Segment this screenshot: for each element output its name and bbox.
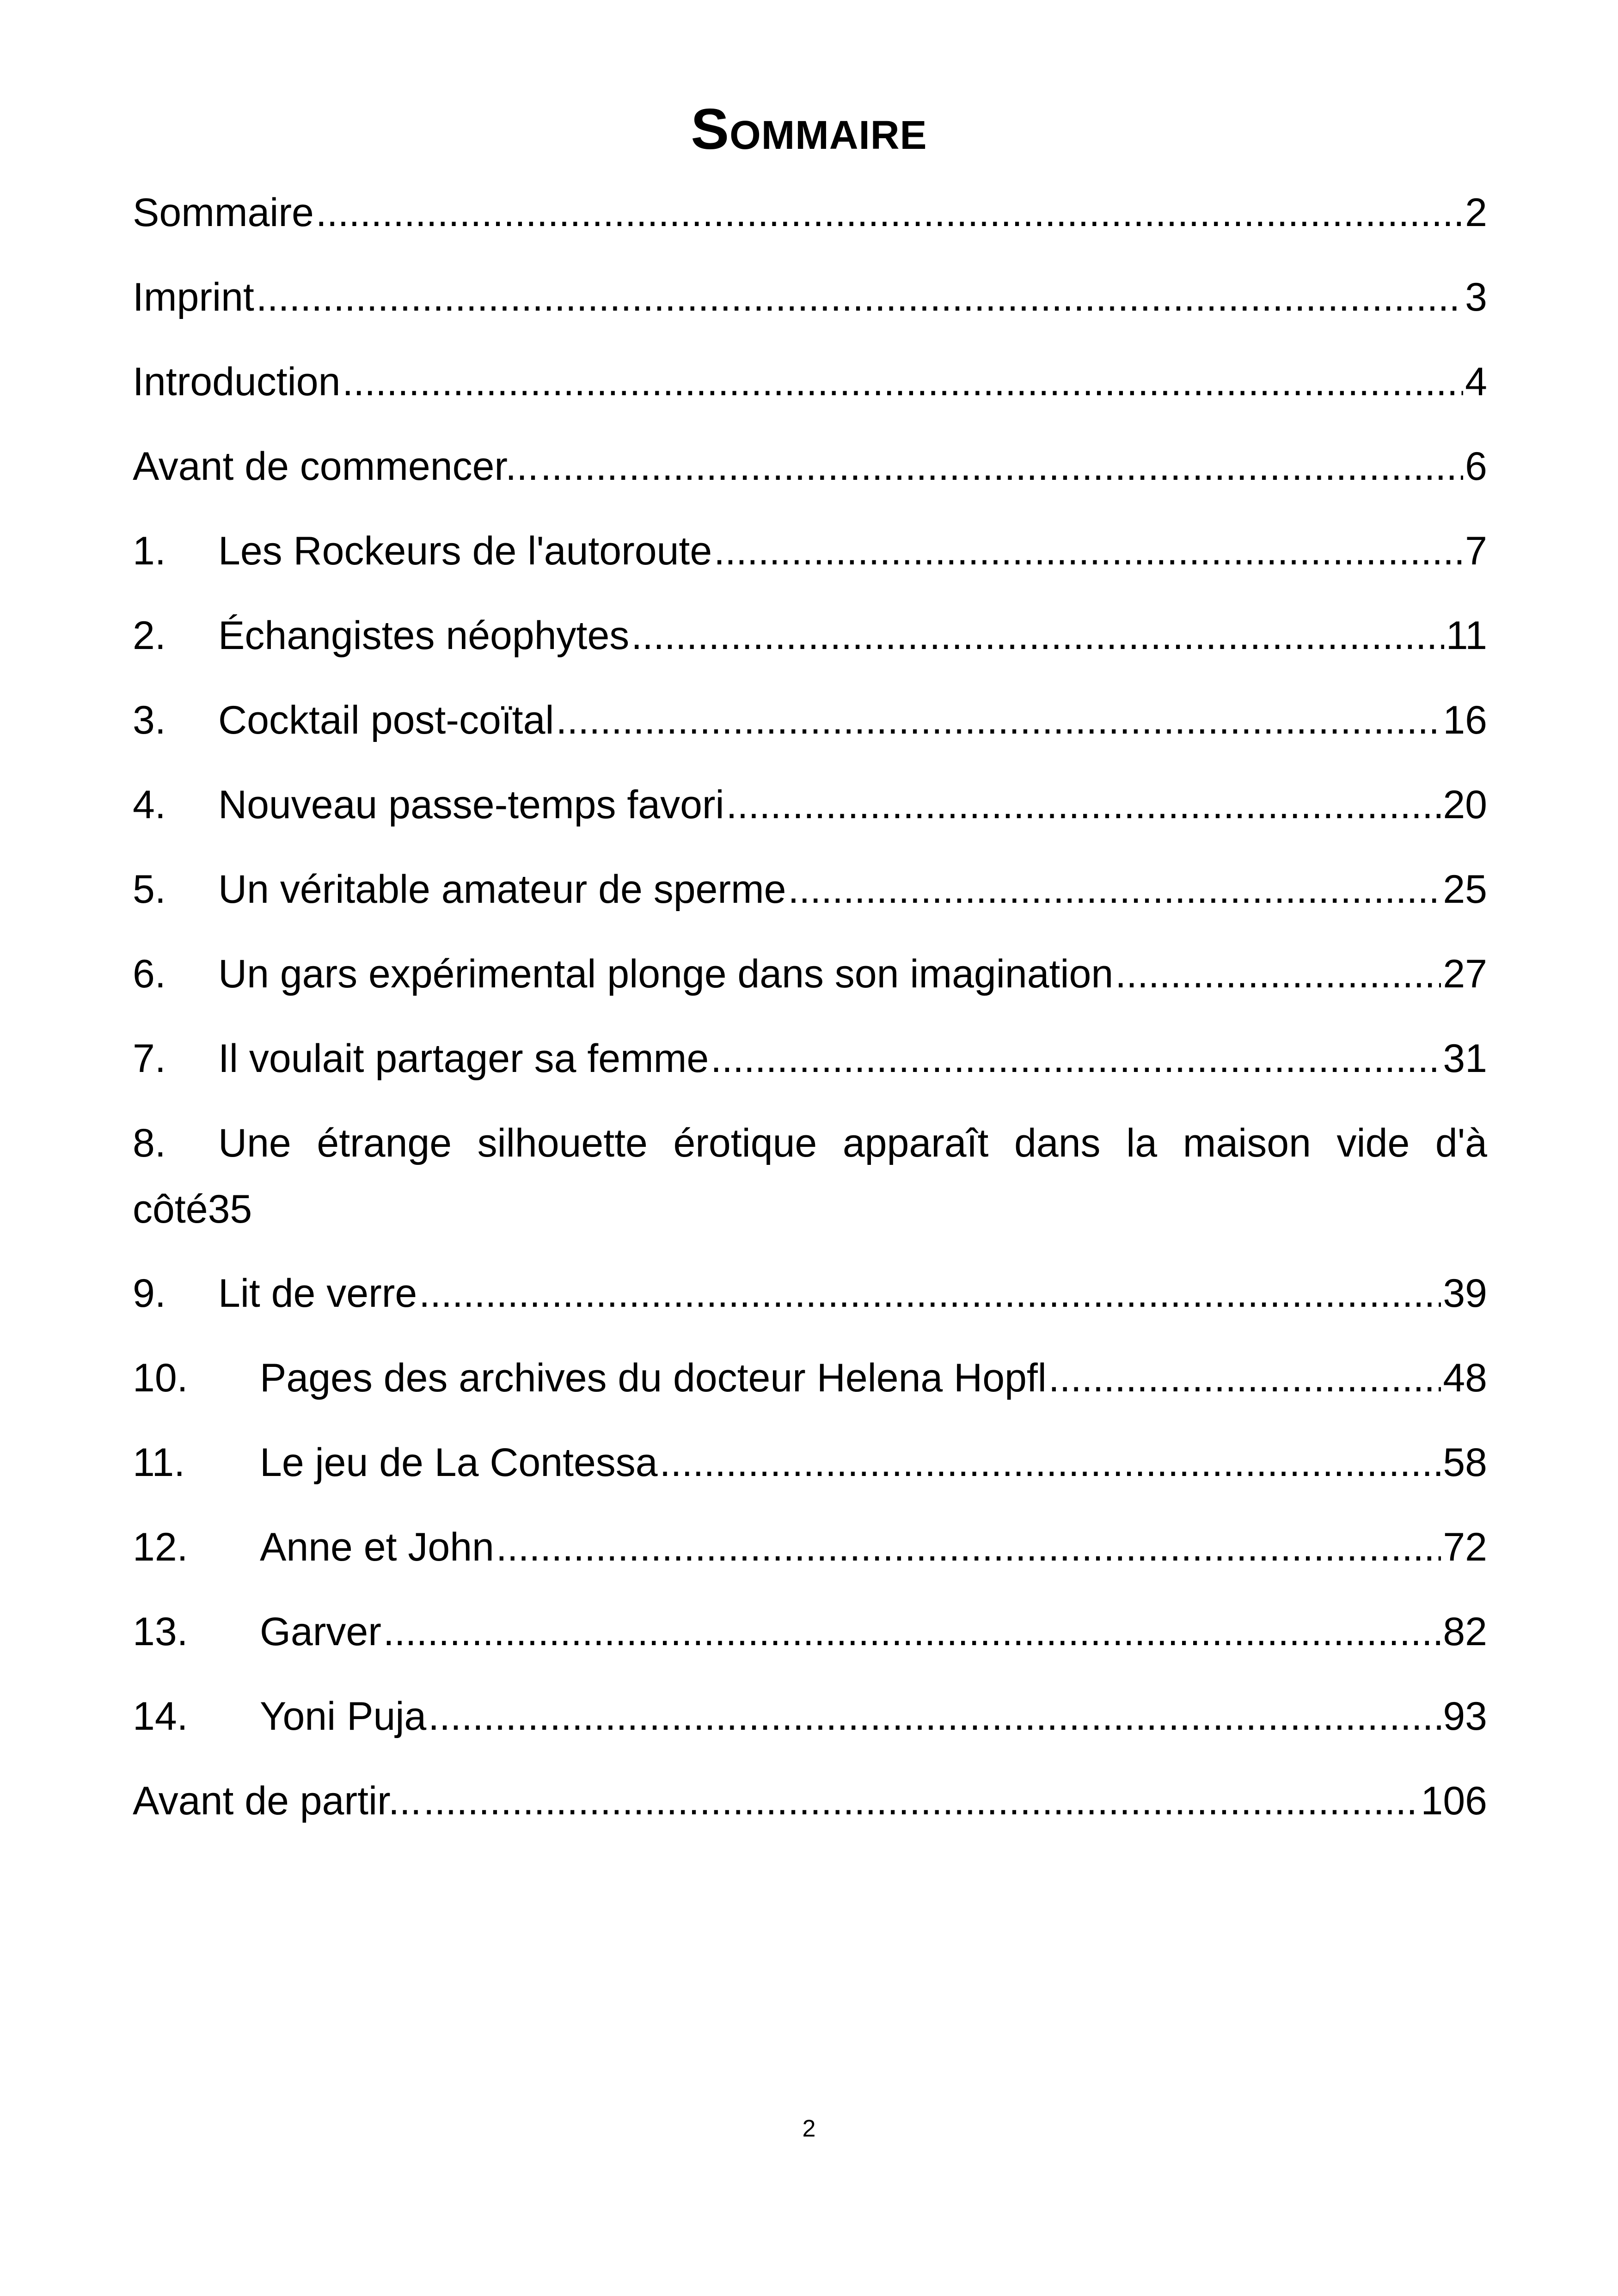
toc-leader-dots — [714, 523, 1463, 579]
toc-entry-page: 58 — [1443, 1440, 1487, 1485]
toc-entry-chapter-2[interactable] — [133, 608, 1487, 692]
toc-entry-page: 31 — [1443, 1036, 1487, 1081]
toc-entry-title: Avant de commencer... — [133, 444, 539, 489]
table-of-contents — [133, 185, 1487, 1858]
toc-entry-chapter-1[interactable] — [133, 523, 1487, 608]
toc-entry-title: Échangistes néophytes — [218, 613, 630, 658]
toc-entry-title: Le jeu de La Contessa — [260, 1440, 658, 1485]
toc-leader-dots — [428, 1689, 1441, 1744]
title-word: vide — [1336, 1121, 1410, 1165]
toc-entry-page: 4 — [1465, 360, 1487, 404]
toc-entry-title: Il voulait partager sa femme — [218, 1036, 709, 1081]
toc-entry-chapter-10[interactable] — [133, 1350, 1487, 1435]
toc-leader-dots — [631, 608, 1444, 663]
toc-entry-page: 20 — [1443, 783, 1487, 827]
page-title: Sommaire — [691, 98, 927, 161]
toc-entry-title: Imprint — [133, 275, 254, 319]
toc-entry-title — [218, 1115, 1487, 1171]
toc-leader-dots — [342, 354, 1463, 410]
toc-entry-page: 6 — [1465, 444, 1487, 489]
toc-leader-dots — [726, 777, 1441, 833]
toc-entry-title: Un véritable amateur de sperme — [218, 867, 786, 912]
toc-leader-dots — [383, 1604, 1441, 1659]
toc-entry-page: 2 — [1465, 190, 1487, 235]
title-word: silhouette — [477, 1121, 648, 1165]
toc-entry-chapter-8[interactable] — [133, 1115, 1487, 1266]
toc-entry-page: 93 — [1443, 1694, 1487, 1739]
toc-entry-page: 25 — [1443, 867, 1487, 912]
toc-entry-chapter-5[interactable] — [133, 862, 1487, 946]
toc-entry-number: 9. — [133, 1271, 166, 1316]
toc-leader-dots — [540, 439, 1463, 494]
toc-entry-title: Lit de verre — [218, 1271, 417, 1316]
toc-entry-sommaire[interactable] — [133, 185, 1487, 269]
toc-entry-page: 106 — [1421, 1779, 1487, 1823]
toc-entry-page: 16 — [1443, 698, 1487, 742]
toc-entry-chapter-11[interactable] — [133, 1435, 1487, 1519]
toc-entry-title: Anne et John — [260, 1525, 494, 1569]
toc-entry-introduction[interactable] — [133, 354, 1487, 439]
toc-entry-number: 13. — [133, 1610, 188, 1654]
toc-entry-imprint[interactable] — [133, 269, 1487, 354]
toc-entry-number: 5. — [133, 867, 166, 912]
title-word: dans — [1014, 1121, 1101, 1165]
toc-entry-number: 3. — [133, 698, 166, 742]
toc-entry-number: 11. — [133, 1440, 185, 1485]
toc-entry-page: 82 — [1443, 1610, 1487, 1654]
toc-entry-number: 10. — [133, 1356, 188, 1400]
toc-leader-dots — [711, 1031, 1441, 1086]
toc-entry-page: 11 — [1446, 613, 1487, 658]
toc-entry-avant-de-commencer[interactable] — [133, 439, 1487, 523]
title-word: étrange — [317, 1121, 452, 1165]
toc-entry-number: 12. — [133, 1525, 188, 1569]
toc-entry-number: 14. — [133, 1694, 188, 1739]
toc-leader-dots — [788, 862, 1441, 917]
toc-entry-number: 8. — [133, 1121, 166, 1165]
toc-entry-chapter-12[interactable] — [133, 1519, 1487, 1604]
toc-leader-dots — [496, 1519, 1441, 1575]
toc-entry-chapter-4[interactable] — [133, 777, 1487, 862]
toc-entry-chapter-7[interactable] — [133, 1031, 1487, 1115]
toc-entry-page: 48 — [1443, 1356, 1487, 1400]
toc-leader-dots — [423, 1773, 1419, 1829]
toc-entry-title: Pages des archives du docteur Helena Hopfl — [260, 1356, 1047, 1400]
toc-entry-chapter-6[interactable] — [133, 946, 1487, 1031]
toc-entry-title: Yoni Puja — [260, 1694, 427, 1739]
toc-entry-page: 39 — [1443, 1271, 1487, 1316]
toc-leader-dots — [256, 269, 1463, 325]
toc-entry-page: 3 — [1465, 275, 1487, 319]
page-number: 2 — [802, 2115, 816, 2142]
toc-entry-number: 2. — [133, 613, 166, 658]
toc-entry-title: Un gars expérimental plonge dans son imagination — [218, 952, 1114, 996]
toc-entry-chapter-9[interactable] — [133, 1266, 1487, 1350]
toc-entry-page: 7 — [1465, 529, 1487, 573]
toc-entry-title: Avant de partir... — [133, 1779, 422, 1823]
title-word: Une — [218, 1121, 291, 1165]
title-word: la — [1126, 1121, 1158, 1165]
toc-entry-chapter-14[interactable] — [133, 1689, 1487, 1773]
toc-entry-title: Garver — [260, 1610, 381, 1654]
toc-leader-dots — [316, 185, 1463, 240]
toc-leader-dots — [1048, 1350, 1441, 1406]
toc-leader-dots — [556, 692, 1441, 748]
toc-entry-title-continued: côté — [133, 1187, 208, 1231]
toc-leader-dots — [419, 1266, 1441, 1321]
toc-entry-avant-de-partir[interactable] — [133, 1773, 1487, 1858]
toc-entry-number: 6. — [133, 952, 166, 996]
toc-entry-title: Sommaire — [133, 190, 314, 235]
toc-entry-title: Les Rockeurs de l'autoroute — [218, 529, 712, 573]
title-word: maison — [1183, 1121, 1311, 1165]
toc-entry-number: 4. — [133, 783, 166, 827]
toc-leader-dots — [1115, 946, 1441, 1002]
title-word: érotique — [673, 1121, 817, 1165]
toc-entry-page: 35 — [208, 1187, 252, 1231]
toc-entry-chapter-3[interactable] — [133, 692, 1487, 777]
toc-entry-title: Nouveau passe-temps favori — [218, 783, 724, 827]
toc-entry-number: 7. — [133, 1036, 166, 1081]
title-word: d'à — [1435, 1121, 1487, 1165]
toc-entry-page: 27 — [1443, 952, 1487, 996]
toc-entry-title: Cocktail post-coïtal — [218, 698, 554, 742]
toc-entry-page: 72 — [1443, 1525, 1487, 1569]
toc-entry-number: 1. — [133, 529, 166, 573]
toc-leader-dots — [660, 1435, 1441, 1490]
toc-entry-chapter-13[interactable] — [133, 1604, 1487, 1689]
title-word: apparaît — [842, 1121, 989, 1165]
toc-entry-title: Introduction — [133, 360, 341, 404]
